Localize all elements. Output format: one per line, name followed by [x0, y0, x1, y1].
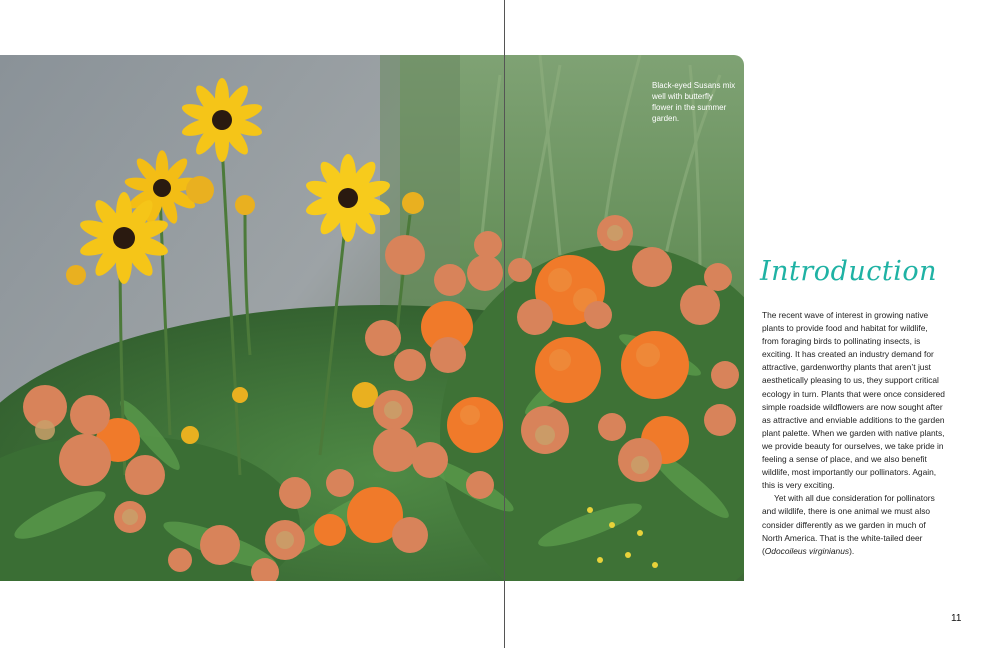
paragraph-2 [762, 492, 946, 557]
photo-caption: Black-eyed Susans mix well with butterfly flower in the summer garden. [652, 81, 736, 123]
flower-photo-image [0, 55, 744, 581]
introduction-body [762, 309, 946, 558]
page-number: 11 [951, 613, 962, 624]
paragraph-1: The recent wave of interest in growing native plants to provide food and habitat for wildlife, from foraging birds to pollinating insects, is exciting. It has created an industry demand for attractive, gardenworthy plants that aren’t just aesthetically pleasing to us, they support critical ecology in turn. Plants that were once considered simple roadside wildflowers are now sought after as attractive and enviable additions to the garden plant palette. When we garden with native plants, we provide beauty for ourselves, we take pride in feeling a sense of place, and we also benefit wildlife, most importantly our pollinators. Again, this is very exciting. [762, 310, 945, 491]
flower-photo [0, 55, 744, 581]
section-heading: Introduction [760, 256, 937, 287]
paragraph-2-end: ). [849, 545, 855, 556]
page-gutter-line [504, 0, 505, 648]
paragraph-2-text: Yet with all due consideration for pollinators and wildlife, there is one animal we must also consider differently as we garden in much of North America. That is the white-tailed deer ( [762, 493, 935, 556]
species-name: Odocoileus virginianus [764, 545, 850, 556]
